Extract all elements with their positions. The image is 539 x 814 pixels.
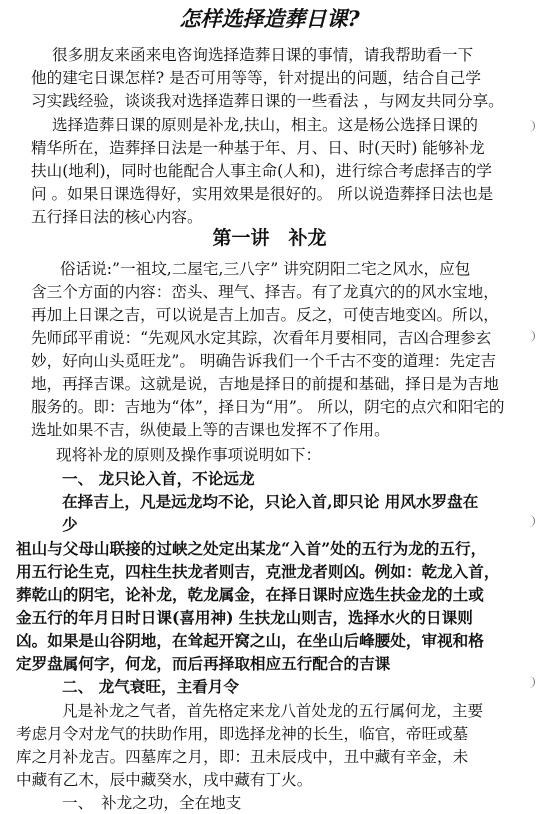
point-three-heading: 一、 补龙之功，全在地支 <box>62 794 242 812</box>
section-heading: 第一讲 补龙 <box>212 227 327 249</box>
point-one-line-8: 定罗盘属何字，何龙，而后再择取相应五行配合的吉课 <box>16 654 391 673</box>
point-two-line-4: 中藏有乙木，辰中藏癸水，戌中藏有丁火。 <box>16 771 313 789</box>
section-line-8: 选址如果不吉，纵使最上等的吉课也发挥不了作用。 <box>31 421 390 439</box>
point-one-line-5: 葬乾山的阴宅，论补龙，乾龙属金，在择日课时应选生扶金龙的土或 <box>16 585 484 604</box>
section-line-7: 服务的。即：吉地为“体”，择日为“用”。 所以，阴宅的点穴和阳宅的 <box>31 398 505 416</box>
point-two-line-1: 凡是补龙之气者，首先格定来龙八首处龙的五行属何龙，主要 <box>62 702 484 720</box>
point-one-line-7: 凶。如果是山谷阴地，在耸起开窝之山，在坐山后峰腰处，审视和格 <box>16 631 484 650</box>
point-one-line-2: 少 <box>62 515 78 534</box>
intro-line-5: 精华所在，造葬择日法是一种基于年、月、日、时(天时) 能够补龙 <box>31 139 485 157</box>
section-line-6: 地，再择吉课。这就是说，吉地是择日的前提和基础，择日是为吉地 <box>31 375 499 393</box>
section-line-2: 含三个方面的内容：峦头、理气、择吉。有了龙真穴的的风水宝地， <box>31 283 499 301</box>
section-line-4: 先师邱平甫说：“先观风水定其踪，次看年月要相同，吉凶合理参玄 <box>31 329 492 347</box>
intro-line-3: 习实践经验，谈谈我对选择造葬日课的一些看法 ，与网友共同分享。 <box>31 92 504 110</box>
section-line-5: 妙，好向山头觅旺龙”。 明确告诉我们一个千古不变的道理：先定吉 <box>31 352 497 370</box>
intro-line-1: 很多朋友来函来电咨询选择造葬日课的事情，请我帮助看一下 <box>52 46 474 64</box>
point-one-heading: 一、 龙只论入首，不论远龙 <box>62 469 255 488</box>
intro-line-7: 问 。如果日课选得好，实用效果是很好的。 所以说造葬择日法也是 <box>31 185 494 203</box>
point-two-line-2: 考虑月令对龙气的扶助作用，即选择龙神的长生，临官，帝旺或墓 <box>16 725 469 743</box>
intro-line-6: 扶山(地利)，同时也能配合人事主命(人和)，进行综合考虑择吉的学 <box>31 162 492 180</box>
scan-edge-mark <box>526 515 535 527</box>
point-two-heading: 二、 龙气衰旺，主看月令 <box>62 677 239 696</box>
section-line-3: 再加上日课之吉，可以说是吉上加吉。反之，可使吉地变凶。所以， <box>31 306 499 324</box>
point-one-line-6: 金五行的年月日时日课(喜用神) 生扶龙山则吉，选择水火的日课则 <box>16 608 473 627</box>
document-title: 怎样选择造葬日课? <box>179 6 360 31</box>
intro-line-2: 他的建宅日课怎样? 是否可用等等，针对提出的问题，结合自己学 <box>31 69 481 87</box>
scan-edge-mark <box>526 330 535 342</box>
point-one-line-3: 祖山与父母山联接的过峡之处定出某龙“入首”处的五行为龙的五行， <box>16 539 487 558</box>
principles-intro: 现将补龙的原则及操作事项说明如下： <box>56 446 322 464</box>
intro-line-8: 五行择日法的核心内容。 <box>31 208 203 226</box>
scan-edge-mark <box>526 676 535 688</box>
section-line-1: 俗话说:”一祖坟,二屋宅,三八字” 讲究阴阳二宅之风水，应包 <box>60 260 471 278</box>
intro-line-4: 选择造葬日课的原则是补龙,扶山，相主。这是杨公选择日课的 <box>52 116 478 134</box>
scan-edge-mark <box>526 120 535 132</box>
point-two-line-3: 库之月补龙吉。四墓库之月，即：丑未辰戌中，丑中藏有辛金，未 <box>16 748 469 766</box>
point-one-line-4: 用五行论生克，四柱生扶龙者则吉，克泄龙者则凶。例如：乾龙入首， <box>16 562 500 581</box>
point-one-line-1: 在择吉上，凡是远龙均不论，只论入首,即只论 用风水罗盘在 <box>62 492 479 511</box>
